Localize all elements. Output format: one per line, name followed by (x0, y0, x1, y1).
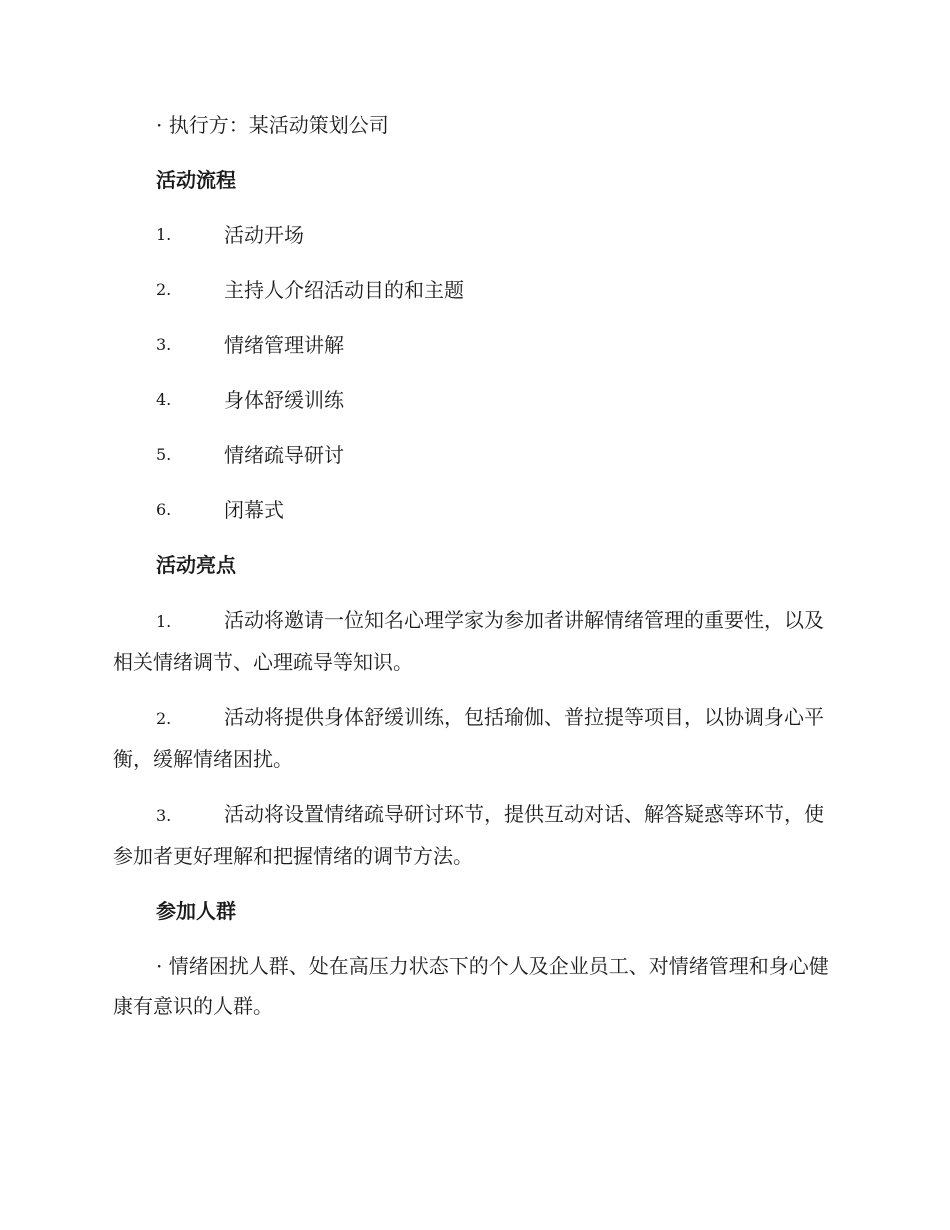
flow-item (113, 215, 838, 255)
flow-item (113, 490, 838, 530)
flow-item (113, 270, 838, 310)
highlight-item (113, 794, 838, 876)
flow-item (113, 380, 838, 420)
flow-item-number: 2. (156, 280, 172, 299)
flow-item-number: 4. (156, 390, 172, 409)
flow-item-text: 闭幕式 (224, 498, 284, 522)
highlight-item (113, 697, 838, 779)
highlight-item (113, 600, 838, 682)
highlights-heading: 活动亮点 (156, 553, 236, 577)
highlight-item-number: 3. (156, 806, 172, 825)
highlight-item-text: 活动将邀请一位知名心理学家为参加者讲解情绪管理的重要性，以及相关情绪调节、心理疏导等知识。 (113, 608, 824, 674)
highlight-item-number: 1. (156, 612, 172, 631)
flow-item-number: 3. (156, 335, 172, 354)
flow-item-number: 1. (156, 225, 172, 244)
document-body (113, 105, 838, 1041)
flow-item-number: 6. (156, 500, 172, 519)
flow-item-number: 5. (156, 445, 172, 464)
flow-heading: 活动流程 (156, 168, 236, 192)
flow-item (113, 435, 838, 475)
executor-line: · 执行方：某活动策划公司 (156, 113, 389, 137)
flow-item-text: 情绪管理讲解 (224, 333, 344, 357)
audience-text: · 情绪困扰人群、处在高压力状态下的个人及企业员工、对情绪管理和身心健康有意识的人群。 (113, 954, 829, 1018)
highlight-item-number: 2. (156, 709, 172, 728)
flow-item-text: 身体舒缓训练 (224, 388, 344, 412)
flow-item-text: 情绪疏导研讨 (224, 443, 344, 467)
flow-item-text: 活动开场 (224, 223, 304, 247)
highlight-item-text: 活动将设置情绪疏导研讨环节，提供互动对话、解答疑惑等环节，使参加者更好理解和把握情绪的调节方法。 (113, 802, 824, 868)
audience-heading: 参加人群 (156, 899, 236, 923)
flow-item (113, 325, 838, 365)
flow-item-text: 主持人介绍活动目的和主题 (224, 278, 464, 302)
highlight-item-text: 活动将提供身体舒缓训练，包括瑜伽、普拉提等项目，以协调身心平衡，缓解情绪困扰。 (113, 705, 824, 771)
